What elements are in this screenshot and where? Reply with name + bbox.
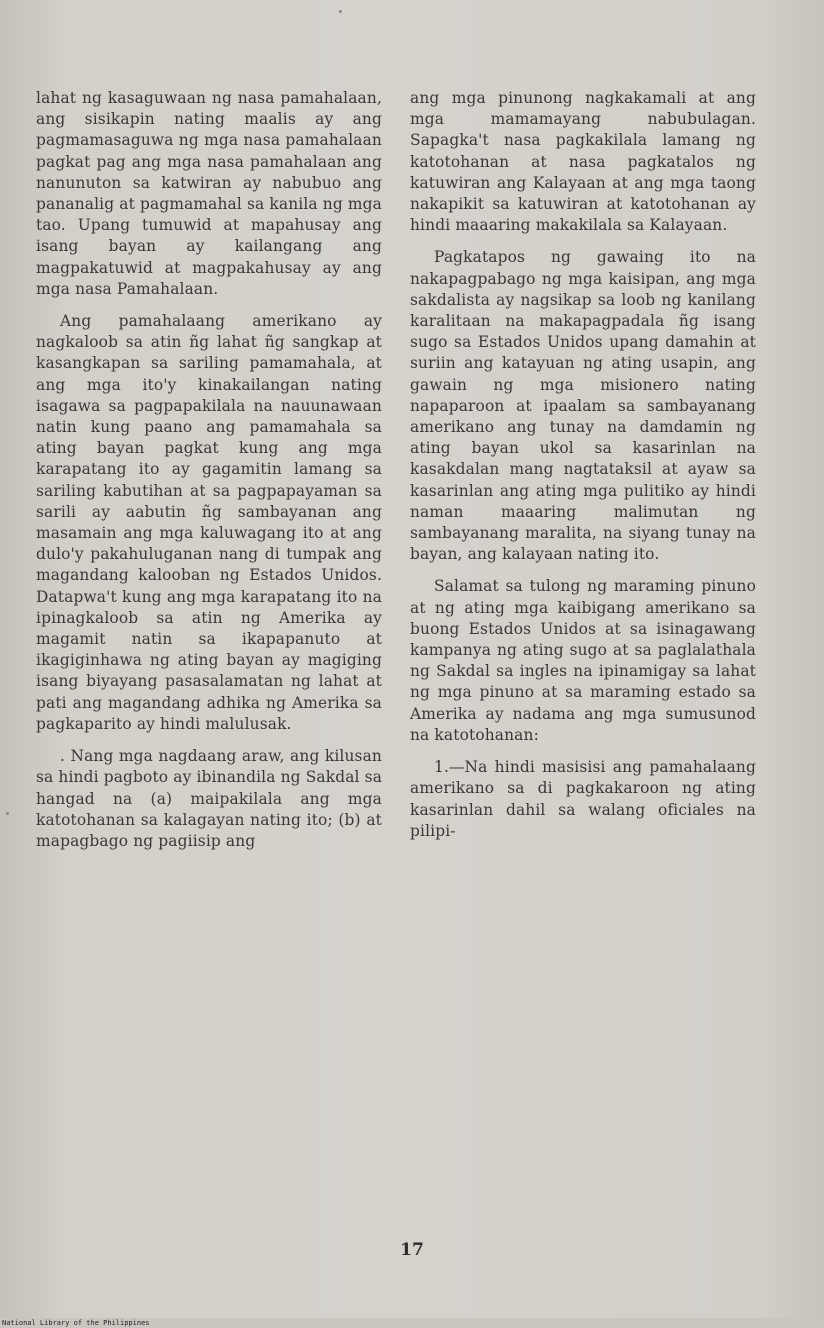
right-paragraph-4: 1.—Na hindi masisisi ang pamahalaang amerikano sa di pagkakaroon ng ating kasarinlan dahil sa walang oficiales na pilipi- xyxy=(410,758,756,840)
left-column xyxy=(36,88,382,863)
footer-credit: National Library of the Philippines xyxy=(2,1319,150,1327)
page-number: 17 xyxy=(400,1240,424,1260)
left-paragraph-3: . Nang mga nagdaang araw, ang kilusan sa hindi pagboto ay ibinandila ng Sakdal sa hangad na (a) maipakilala ang mga katotohanan sa kalagayan nating ito; (b) at mapagbago ng pagiisip ang xyxy=(36,747,383,850)
right-paragraph-2: Pagkatapos ng gawaing ito na nakapagpabago ng mga kaisipan, ang mga sakdalista ay nagsikap sa loob ng kanilang karalitaan na makapagpadala ñg isang sugo sa Estados Unidos upang damahin at suriin ang katayuan ng ating usapin, ang gawain ng mga misionero nating napaparoon at ipaalam sa sambayanang amerikano ang tunay na damdamin ng ating bayan ukol sa kasarinlan na kasakdalan mang nagtataksil at ayaw sa kasarinlan ang ating mga pulitiko ay hindi naman maaaring malimutan ng sambayanang maralita, na siyang tunay na bayan, ang kalayaan nating ito. xyxy=(410,248,756,564)
print-speck xyxy=(339,10,342,13)
right-column xyxy=(410,88,756,853)
left-paragraph-1: lahat ng kasaguwaan ng nasa pamahalaan, ang sisikapin nating maalis ay ang pagmamasaguwa ng mga nasa pamahalaan pagkat pag ang mga nasa pamahalaan ang nanunuton sa katwiran ay nabubuo ang pananalig at pagmamahal sa kanila ng mga tao. Upang tumuwid at mapahusay ang isang bayan ay kailangang ang magpakatuwid at magpakahusay ay ang mga nasa Pamahalaan. xyxy=(36,89,382,298)
left-paragraph-2: Ang pamahalaang amerikano ay nagkaloob sa atin ñg lahat ñg sangkap at kasangkapan sa sariling pamamahala, at ang mga ito'y kinakailangan nating isagawa sa pagpapakilala na nauunawaan natin kung paano ang pamamahala sa ating bayan pagkat kung ang mga karapatang ito ay gagamitin lamang sa sariling kabutihan at sa pagpapayaman sa sarili ay aabutin ñg sambayanan ang masamain ang mga kaluwagang ito at ang dulo'y pakahuluganan nang di tumpak ang magandang kalooban ng Estados Unidos. Datapwa't kung ang mga karapatang ito na ipinagkaloob sa atin ng Amerika ay magamit natin sa ikapapanuto at ikagiginhawa ng ating bayan ay magiging isang biyayang pasasalamatan ng lahat at pati ang magandang adhika ng Amerika sa pagkaparito ay hindi malulusak. xyxy=(36,312,382,733)
print-speck xyxy=(6,812,9,815)
right-paragraph-3: Salamat sa tulong ng maraming pinuno at ng ating mga kaibigang amerikano sa buong Estados Unidos at sa isinagawang kampanya ng ating sugo at sa paglalathala ng Sakdal sa ingles na ipinamigay sa lahat ng mga pinuno at sa maraming estado sa Amerika ay nadama ang mga sumusunod na katotohanan: xyxy=(410,577,756,744)
right-paragraph-1: ang mga pinunong nagkakamali at ang mga mamamayang nabubulagan. Sapagka't nasa pagkakilala lamang ng katotohanan at nasa pagkatalos ng katuwiran ang Kalayaan at ang mga taong nakapikit sa katuwiran at katotohanan ay hindi maaaring makakilala sa Kalayaan. xyxy=(410,89,756,235)
